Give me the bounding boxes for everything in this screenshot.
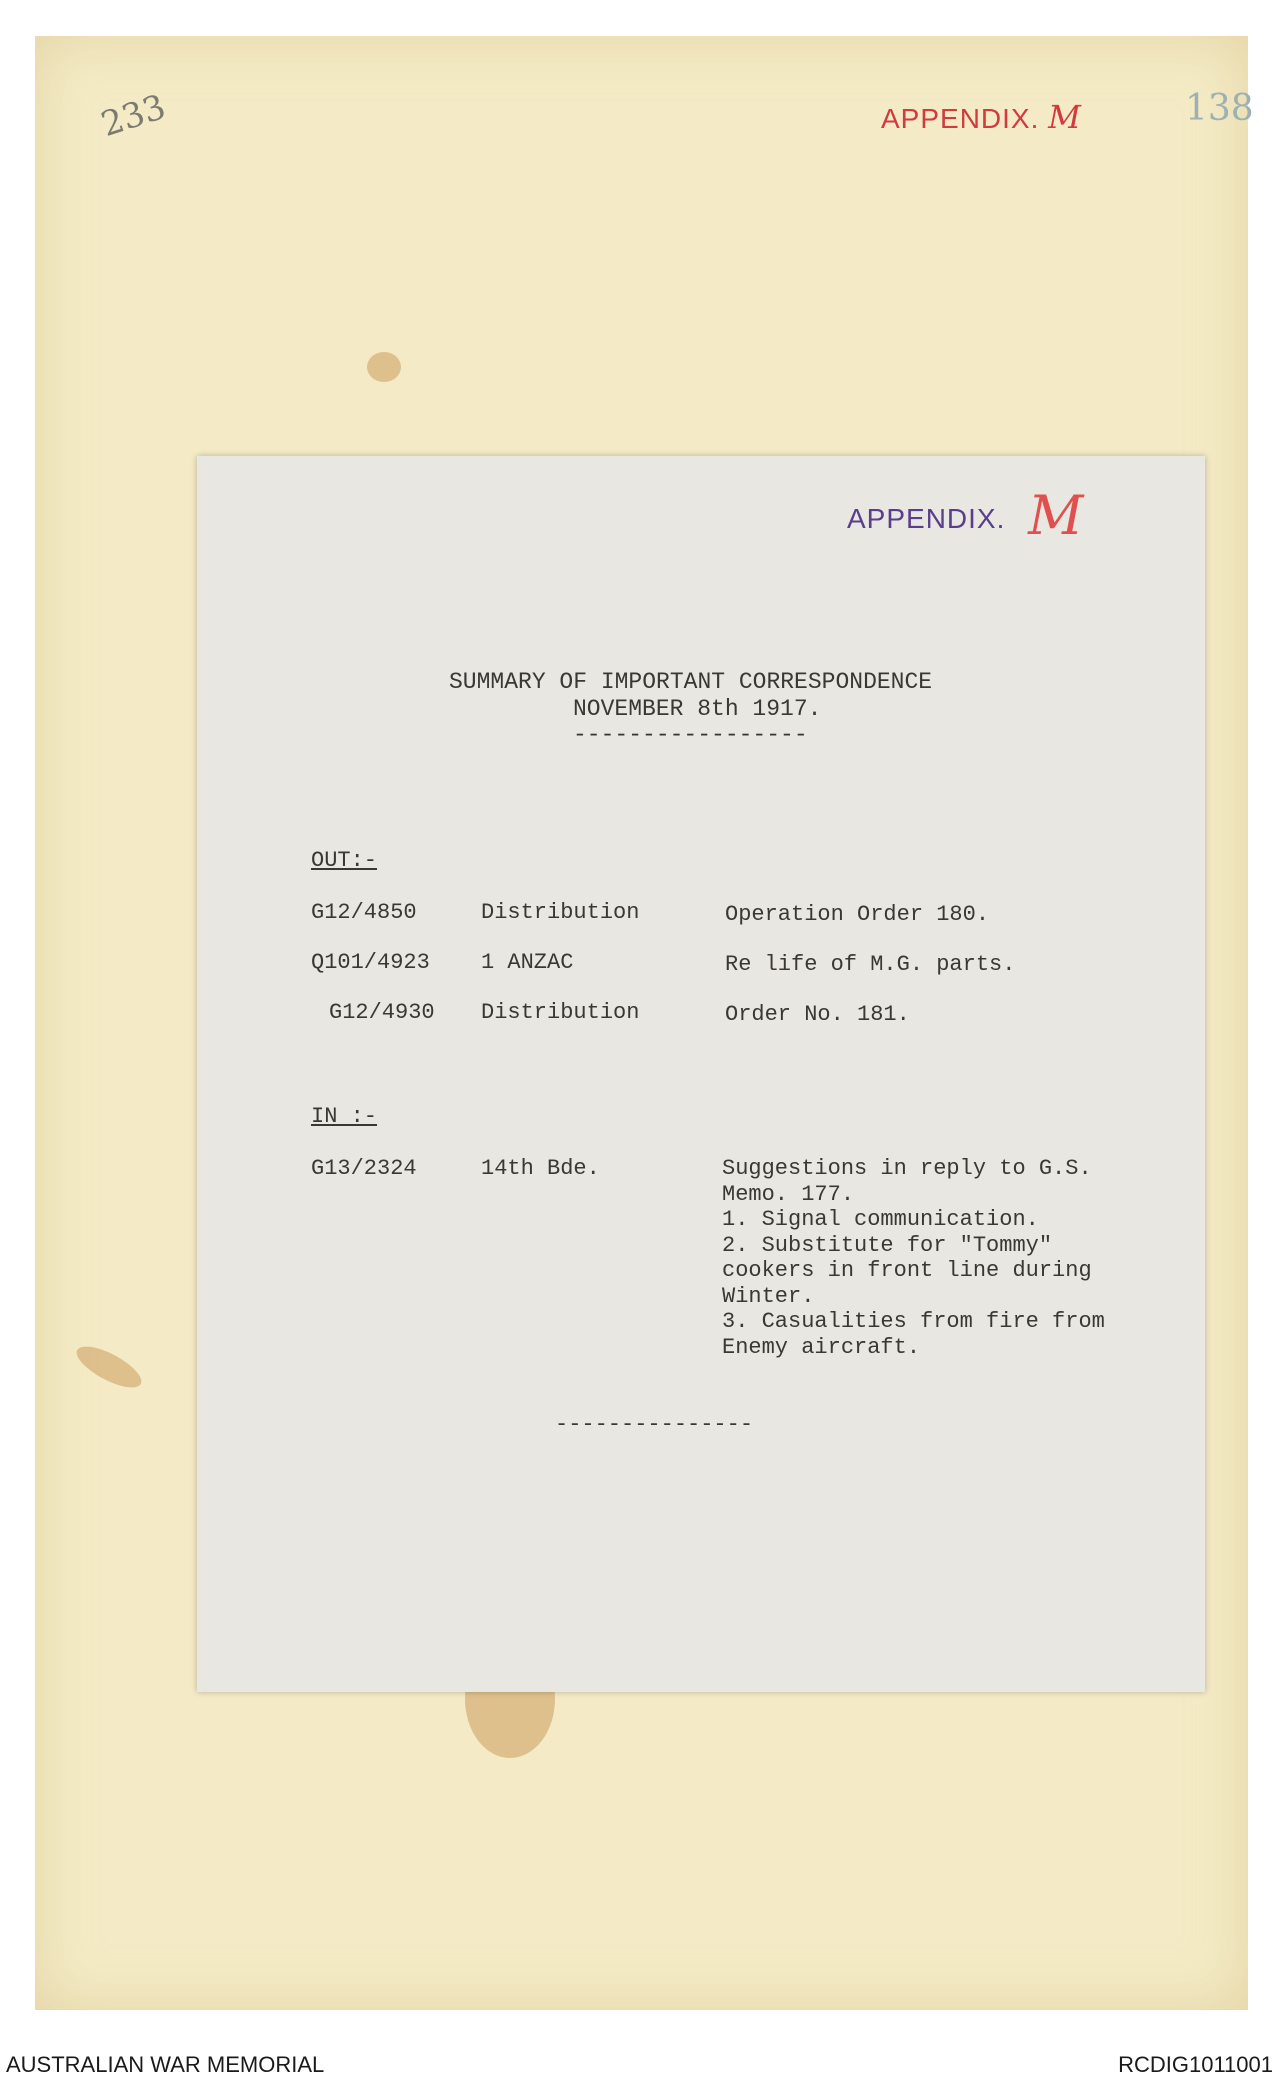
archive-credit: AUSTRALIAN WAR MEMORIAL xyxy=(6,2052,325,2077)
appendix-stamp-label: APPENDIX. xyxy=(881,103,1040,134)
page-number: 138 xyxy=(1185,88,1254,129)
in-heading: IN :- xyxy=(311,1104,378,1129)
folio-number: 233 xyxy=(96,86,171,146)
stain-mark xyxy=(71,1339,147,1396)
out-ref: Q101/4923 xyxy=(311,950,430,975)
document-title: SUMMARY OF IMPORTANT CORRESPONDENCE xyxy=(449,669,933,695)
out-ref: G12/4930 xyxy=(329,1000,435,1025)
stain-mark xyxy=(367,352,401,382)
appendix-stamp xyxy=(847,484,1084,547)
backing-sheet xyxy=(35,36,1254,2010)
appendix-stamp-mark: M xyxy=(1028,484,1085,547)
end-rule: --------------- xyxy=(555,1412,754,1437)
out-recipient: 1 ANZAC xyxy=(481,950,574,975)
correspondence-sheet xyxy=(197,456,1205,1692)
in-ref: G13/2324 xyxy=(311,1156,417,1181)
in-sender: 14th Bde. xyxy=(481,1156,600,1181)
archive-id: RCDIG1011001 xyxy=(1118,2052,1273,2077)
out-subject: Operation Order 180. xyxy=(725,902,990,927)
title-rule: ----------------- xyxy=(573,722,808,748)
out-subject: Order No. 181. xyxy=(725,1002,910,1027)
out-recipient: Distribution xyxy=(481,900,640,925)
out-heading: OUT:- xyxy=(311,848,378,873)
out-subject: Re life of M.G. parts. xyxy=(725,952,1016,977)
in-subject: Suggestions in reply to G.S. Memo. 177. 1. Signal communication. 2. Substitute for "Tommy" cookers in front line during Winter. 3. Casualities from fire from Enemy aircraft. xyxy=(722,1156,1105,1360)
out-recipient: Distribution xyxy=(481,1000,640,1025)
appendix-stamp-label: APPENDIX. xyxy=(847,503,1006,534)
appendix-stamp-mark: M xyxy=(1048,98,1082,136)
out-ref: G12/4850 xyxy=(311,900,417,925)
document-date: NOVEMBER 8th 1917. xyxy=(573,696,822,722)
appendix-stamp xyxy=(881,98,1082,136)
